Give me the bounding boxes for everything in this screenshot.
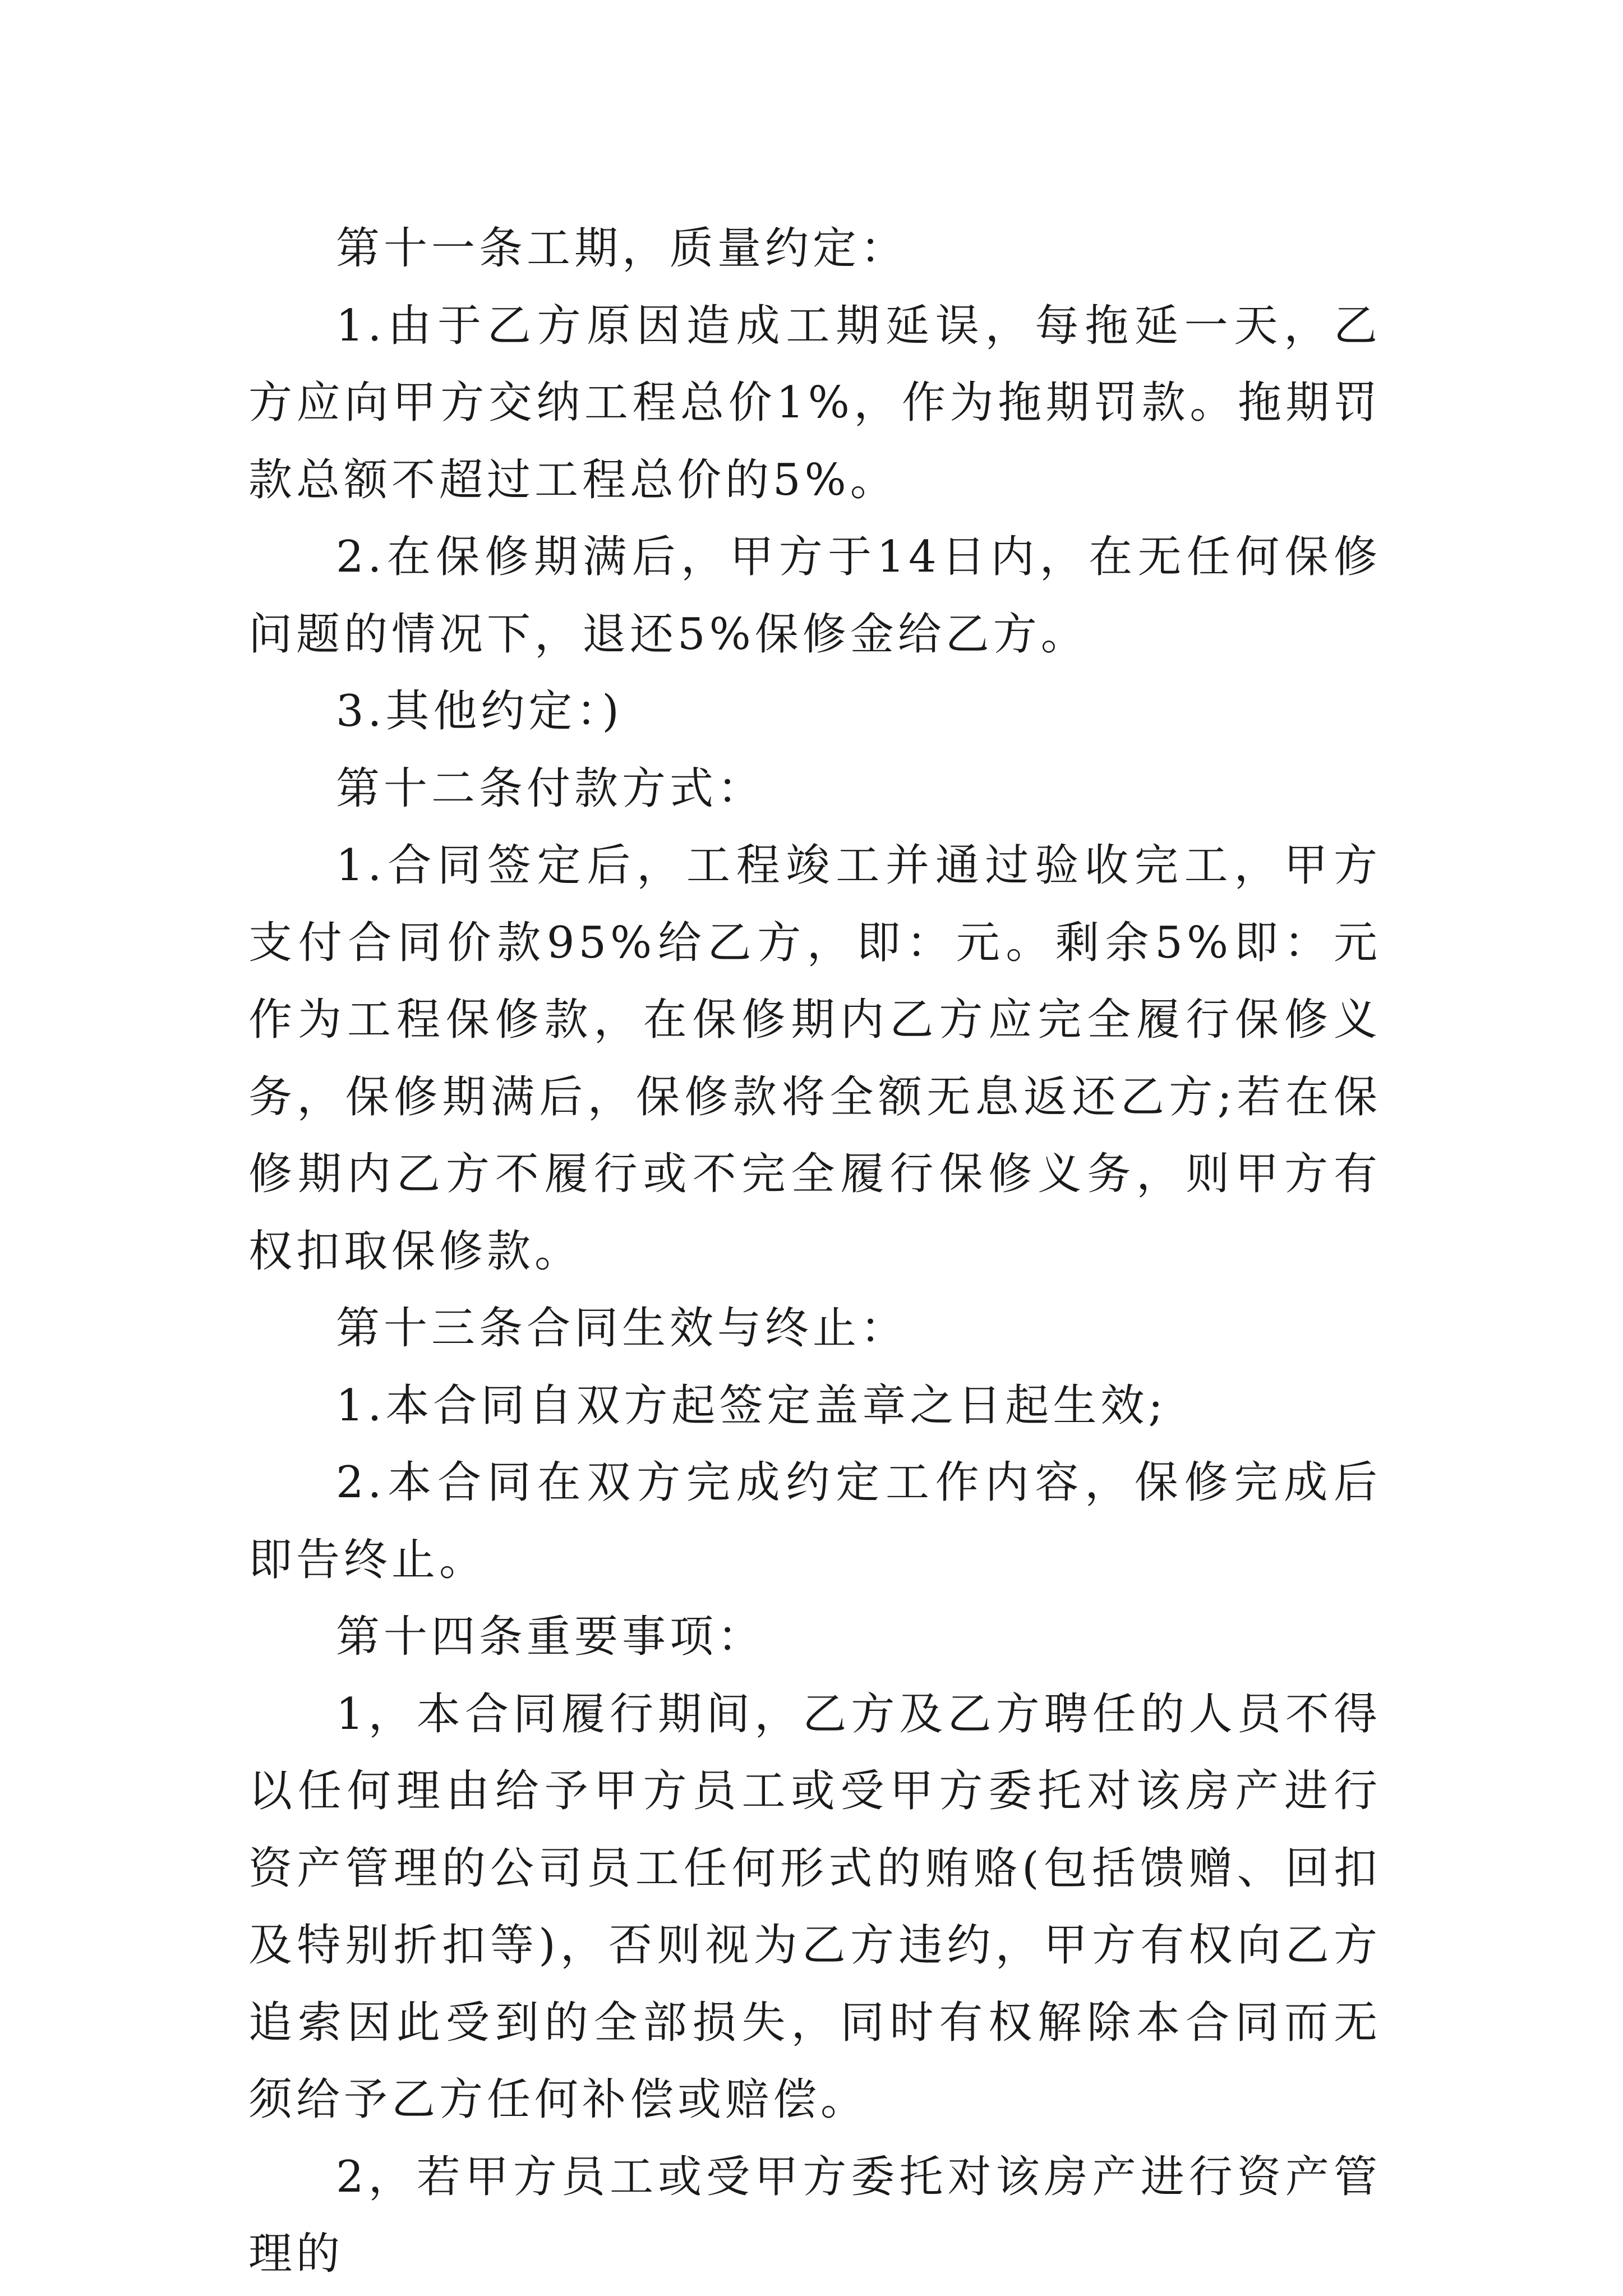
clause-12-item-1: 1.合同签定后，工程竣工并通过验收完工，甲方支付合同价款95%给乙方，即：元。剩余5%即：元作为工程保修款，在保修期内乙方应完全履行保修义务，保修期满后，保修款将全额无息返还乙方;若在保修期内乙方不履行或不完全履行保修义务，则甲方有权扣取保修款。 [248, 840, 1381, 1277]
clause-14-heading: 第十四条重要事项： [336, 1612, 766, 1662]
document-body [248, 210, 1381, 2293]
clause-13-heading: 第十三条合同生效与终止： [336, 1303, 909, 1354]
clause-11-item-2: 2.在保修期满后，甲方于14日内，在无任何保修问题的情况下，退还5%保修金给乙方。 [248, 532, 1381, 660]
clause-13-item-1: 1.本合同自双方起签定盖章之日起生效; [336, 1380, 1167, 1431]
clause-12-heading: 第十二条付款方式： [336, 763, 766, 814]
clause-11-item-3: 3.其他约定：) [336, 686, 623, 737]
clause-13-item-2: 2.本合同在双方完成约定工作内容，保修完成后即告终止。 [248, 1457, 1381, 1585]
clause-14-item-2: 2，若甲方员工或受甲方委托对该房产进行资产管理的 [248, 2151, 1381, 2279]
clause-11-heading: 第十一条工期，质量约定： [336, 223, 909, 274]
clause-14-item-1: 1，本合同履行期间，乙方及乙方聘任的人员不得以任何理由给予甲方员工或受甲方委托对该房产进行资产管理的公司员工任何形式的贿赂(包括馈赠、回扣及特别折扣等)，否则视为乙方违约，甲方有权向乙方追索因此受到的全部损失，同时有权解除本合同而无须给予乙方任何补偿或赔偿。 [248, 1688, 1381, 2125]
clause-11-item-1: 1.由于乙方原因造成工期延误，每拖延一天，乙方应向甲方交纳工程总价1%，作为拖期罚款。拖期罚款总额不超过工程总价的5%。 [248, 300, 1381, 505]
